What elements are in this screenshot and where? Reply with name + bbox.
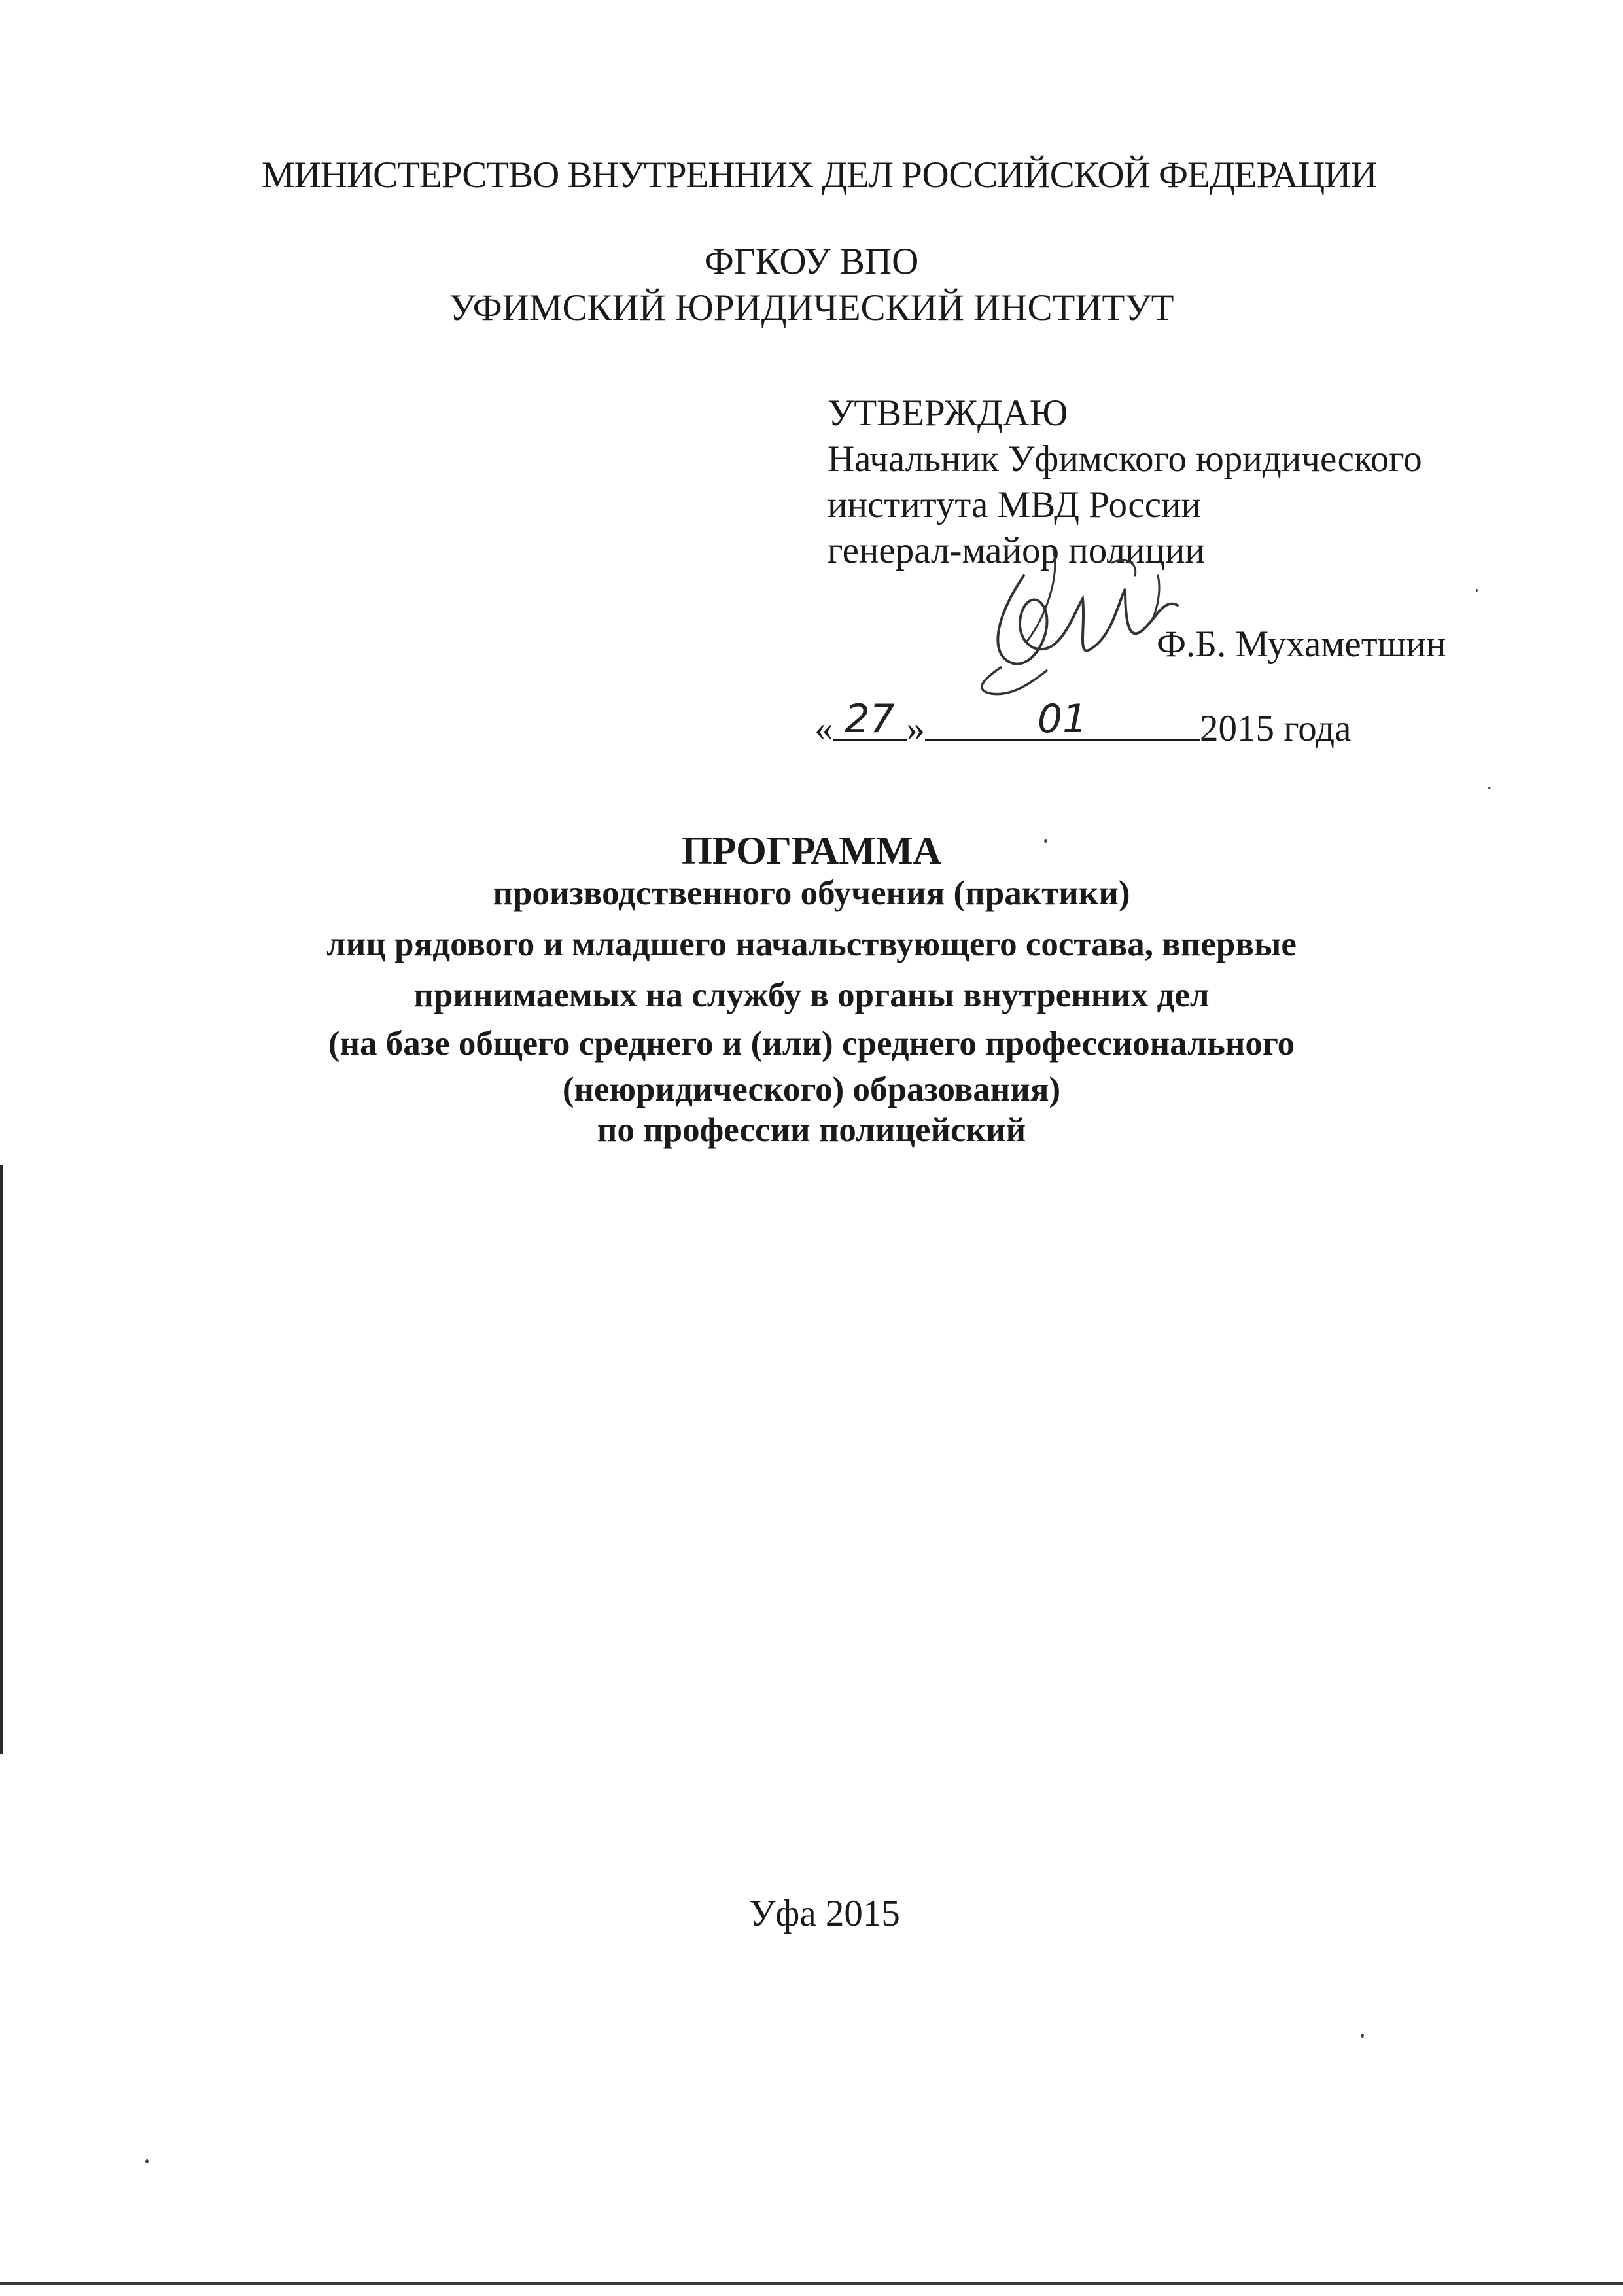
title-subline-2: лиц рядового и младшего начальствующего состава, впервые <box>326 925 1297 963</box>
scan-edge-bottom <box>0 2282 1623 2285</box>
institute-name: УФИМСКИЙ ЮРИДИЧЕСКИЙ ИНСТИТУТ <box>449 287 1174 328</box>
org-abbreviation: ФГКОУ ВПО <box>704 241 919 282</box>
ministry-name: МИНИСТЕРСТВО ВНУТРЕННИХ ДЕЛ РОССИЙСКОЙ ФЕДЕРАЦИИ <box>262 154 1377 196</box>
scan-speck <box>1361 2034 1364 2038</box>
title-subline-5: (неюридического) образования) <box>562 1070 1061 1108</box>
approval-position-line-1: Начальник Уфимского юридического <box>828 438 1422 480</box>
date-day-field <box>833 696 907 742</box>
approval-date <box>814 696 1352 752</box>
title-subline-1: производственного обучения (практики) <box>493 874 1130 912</box>
approval-signatory-name: Ф.Б. Мухаметшин <box>1157 624 1446 665</box>
city-year: Уфа 2015 <box>749 1893 900 1934</box>
date-year: 2015 года <box>1200 708 1352 749</box>
scan-speck <box>1476 589 1478 592</box>
date-open-quote: « <box>814 708 833 749</box>
scan-speck <box>145 2159 149 2163</box>
date-month-field <box>925 696 1200 742</box>
title-subline-6: по профессии полицейский <box>597 1111 1026 1149</box>
date-close-quote: » <box>906 708 925 749</box>
approval-heading: УТВЕРЖДАЮ <box>828 393 1068 434</box>
title-subline-4: (на базе общего среднего и (или) среднего профессионального <box>328 1025 1295 1063</box>
scan-speck <box>1488 787 1491 789</box>
scan-edge-left <box>0 1165 3 1754</box>
date-month-value: 01 <box>1037 696 1088 742</box>
approval-position-line-3: генерал-майор полиции <box>828 530 1205 571</box>
title-subline-3: принимаемых на службу в органы внутренних дел <box>413 976 1210 1014</box>
approval-position-line-2: института МВД России <box>828 484 1202 525</box>
document-title: ПРОГРАММА <box>682 829 941 872</box>
scan-speck <box>1044 839 1047 843</box>
date-day-value: 27 <box>845 696 895 742</box>
